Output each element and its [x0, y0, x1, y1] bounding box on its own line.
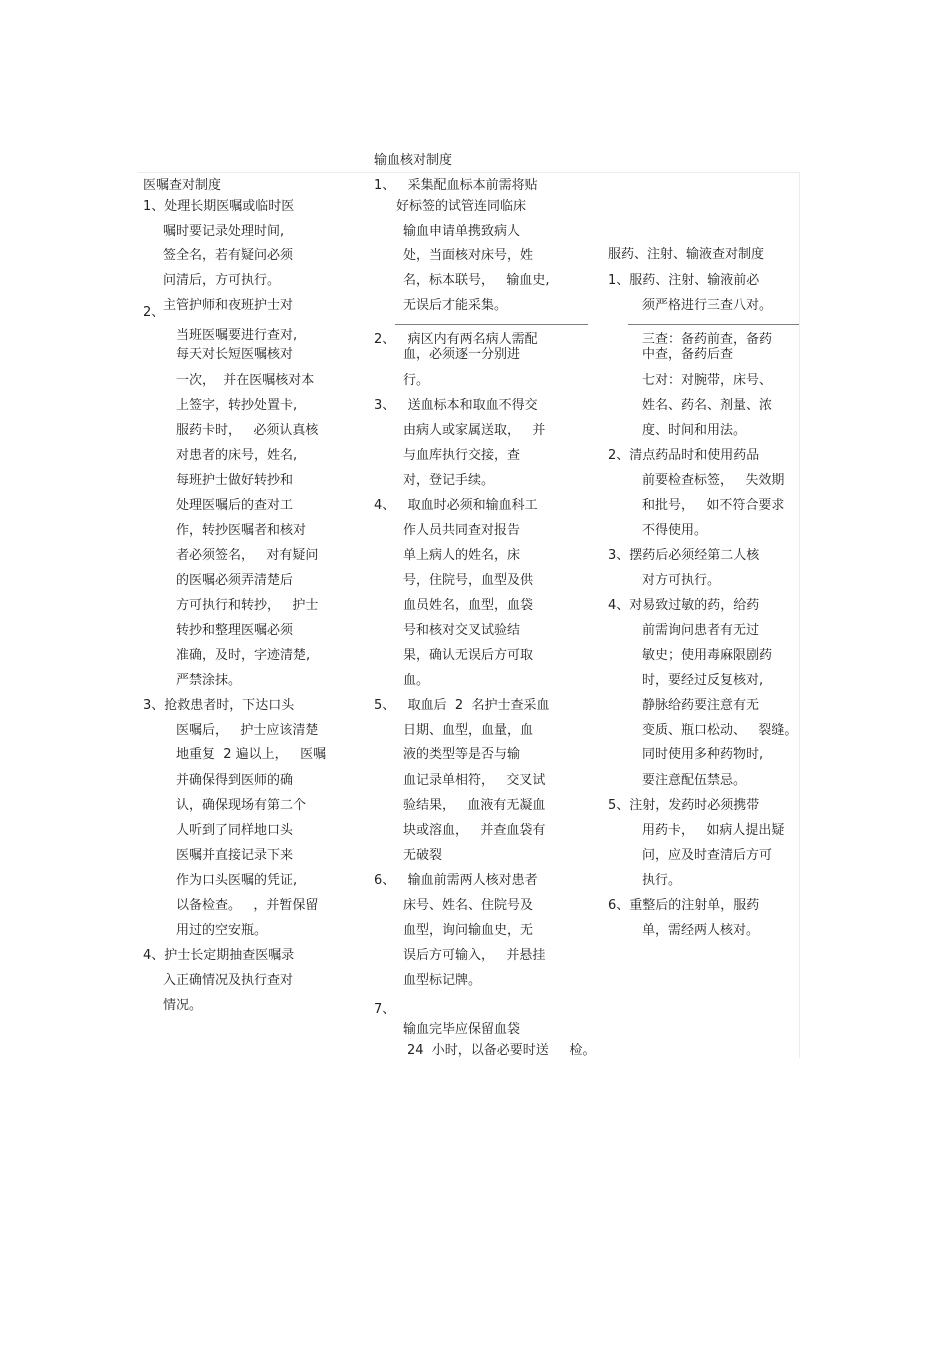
divider	[395, 324, 588, 325]
text-line: 血。	[403, 673, 430, 688]
text-line: 无破裂	[403, 848, 443, 863]
text-line: 医嘱后， 护士应该清楚	[176, 723, 319, 738]
text-line: 中查，备药后查	[642, 347, 734, 362]
text-line: 与血库执行交接，查	[403, 448, 521, 463]
text-line: 转抄和整理医嘱必须	[176, 623, 294, 638]
text-line: 床号、姓名、住院号及	[403, 898, 534, 913]
text-line: 每班护士做好转抄和	[176, 473, 294, 488]
text-line: 三查：备药前查，备药	[642, 332, 773, 347]
text-line: 6、重整后的注射单，服药	[608, 898, 760, 913]
text-line: 4、对易致过敏的药，给药	[608, 598, 760, 613]
text-line: 行。	[403, 373, 430, 388]
text-line: 一次， 并在医嘱核对本	[176, 373, 315, 388]
text-line: 每天对长短医嘱核对	[176, 347, 294, 362]
text-line: 3、摆药后必须经第二人核	[608, 548, 760, 563]
text-line: 方可执行和转抄， 护士	[176, 598, 319, 613]
text-line: 3、抢救患者时，下达口头	[143, 698, 295, 713]
text-line: 液的类型等是否与输	[403, 747, 521, 762]
text-line: 的医嘱必须弄清楚后	[176, 573, 294, 588]
text-line: 时，要经过反复核对,	[642, 673, 764, 688]
text-line: 地重复 2 遍以上， 医嘱	[176, 747, 327, 762]
text-line: 块或溶血， 并查血袋有	[403, 823, 546, 838]
text-line: 服药卡时， 必须认真核	[176, 423, 319, 438]
text-line: 用过的空安瓶。	[176, 923, 268, 938]
text-line: 2、 病区内有两名病人需配	[374, 332, 538, 347]
text-line: 作为口头医嘱的凭证,	[176, 873, 298, 888]
text-line: 认，确保现场有第二个	[176, 798, 307, 813]
text-line: 好标签的试管连同临床	[396, 199, 527, 214]
text-line: 作，转抄医嘱者和核对	[176, 523, 307, 538]
text-line: 无误后才能采集。	[403, 298, 508, 313]
text-line: 单，需经两人核对。	[642, 923, 760, 938]
text-line: 者必须签名， 对有疑问	[176, 548, 319, 563]
text-line: 7、	[374, 1002, 396, 1017]
text-line: 号，住院号，血型及供	[403, 573, 534, 588]
text-line: 七对：对腕带，床号、	[642, 373, 773, 388]
table-border-top	[138, 172, 800, 173]
text-line: 4、 取血时必须和输血科工	[374, 498, 538, 513]
text-line: 处，当面核对床号，姓	[403, 248, 534, 263]
text-line: 入正确情况及执行查对	[163, 973, 294, 988]
text-line: 5、 取血后 2 名护士查采血	[374, 698, 550, 713]
text-line: 血记录单相符， 交叉试	[403, 773, 546, 788]
text-line: 问清后，方可执行。	[163, 273, 281, 288]
text-line: 不得使用。	[642, 523, 708, 538]
text-line: 单上病人的姓名，床	[403, 548, 521, 563]
text-line: 静脉给药要注意有无	[642, 698, 760, 713]
text-line: 上签字，转抄处置卡,	[176, 398, 298, 413]
title-medical-orders: 医嘱查对制度	[143, 178, 222, 193]
text-line: 1、服药、注射、输液前必	[608, 273, 760, 288]
text-line: 同时使用多种药物时,	[642, 747, 764, 762]
text-line: 情况。	[163, 998, 203, 1013]
text-line: 名，标本联号， 输血史,	[403, 273, 550, 288]
text-line: 2、清点药品时和使用药品	[608, 448, 760, 463]
text-line: 3、 送血标本和取血不得交	[374, 398, 538, 413]
text-line: 24 小时，以备必要时送 检。	[407, 1043, 596, 1058]
table-border-right	[799, 172, 800, 1058]
text-line: 严禁涂抹。	[176, 673, 242, 688]
text-line: 输血完毕应保留血袋	[403, 1022, 521, 1037]
text-line: 敏史；使用毒麻限剧药	[642, 648, 773, 663]
text-line: 变质、瓶口松动、 裂缝。	[642, 723, 798, 738]
text-line: 医嘱并直接记录下来	[176, 848, 294, 863]
text-line: 血，必须逐一分别进	[403, 347, 521, 362]
text-line: 当班医嘱要进行查对,	[176, 328, 298, 343]
text-line: 对患者的床号，姓名,	[176, 448, 298, 463]
title-medication: 服药、注射、输液查对制度	[608, 247, 765, 262]
text-line: 姓名、药名、剂量、浓	[642, 398, 773, 413]
text-line: 血员姓名，血型，血袋	[403, 598, 534, 613]
text-line: 以备检查。 ，并暂保留	[176, 898, 319, 913]
text-line: 号和核对交叉试验结	[403, 623, 521, 638]
text-line: 血型标记牌。	[403, 973, 482, 988]
text-line: 须严格进行三查八对。	[642, 298, 773, 313]
text-line: 准确，及时，字迹清楚,	[176, 648, 311, 663]
text-line: 对，登记手续。	[403, 473, 495, 488]
text-line: 度、时间和用法。	[642, 423, 747, 438]
text-line: 并确保得到医师的确	[176, 773, 294, 788]
text-line: 前需询问患者有无过	[642, 623, 760, 638]
text-line: 和批号， 如不符合要求	[642, 498, 785, 513]
text-line: 果，确认无误后方可取	[403, 648, 534, 663]
text-line: 1、 采集配血标本前需将贴	[374, 178, 538, 193]
text-line: 输血申请单携致病人	[403, 224, 521, 239]
text-line: 作人员共同查对报告	[403, 523, 521, 538]
text-line: 误后方可输入， 并悬挂	[403, 948, 546, 963]
title-transfusion: 输血核对制度	[374, 153, 453, 168]
text-line: 要注意配伍禁忌。	[642, 773, 747, 788]
text-line: 问，应及时查清后方可	[642, 848, 773, 863]
divider	[628, 324, 799, 325]
text-line: 主管护师和夜班护士对	[163, 298, 294, 313]
text-line: 对方可执行。	[642, 573, 721, 588]
text-line: 签全名，若有疑问必须	[163, 248, 294, 263]
text-line: 血型，询问输血史，无	[403, 923, 534, 938]
text-line: 由病人或家属送取， 并	[403, 423, 546, 438]
text-line: 用药卡， 如病人提出疑	[642, 823, 785, 838]
text-line: 2、	[143, 305, 165, 320]
text-line: 验结果， 血液有无凝血	[403, 798, 546, 813]
text-line: 处理医嘱后的查对工	[176, 498, 294, 513]
text-line: 4、护士长定期抽查医嘱录	[143, 948, 295, 963]
text-line: 6、 输血前需两人核对患者	[374, 873, 538, 888]
text-line: 人听到了同样地口头	[176, 823, 294, 838]
text-line: 5、注射，发药时必须携带	[608, 798, 760, 813]
text-line: 执行。	[642, 873, 682, 888]
text-line: 日期、血型，血量，血	[403, 723, 534, 738]
text-line: 1、处理长期医嘱或临时医	[143, 199, 295, 214]
text-line: 嘱时要记录处理时间,	[163, 224, 285, 239]
text-line: 前要检查标签， 失效期	[642, 473, 785, 488]
